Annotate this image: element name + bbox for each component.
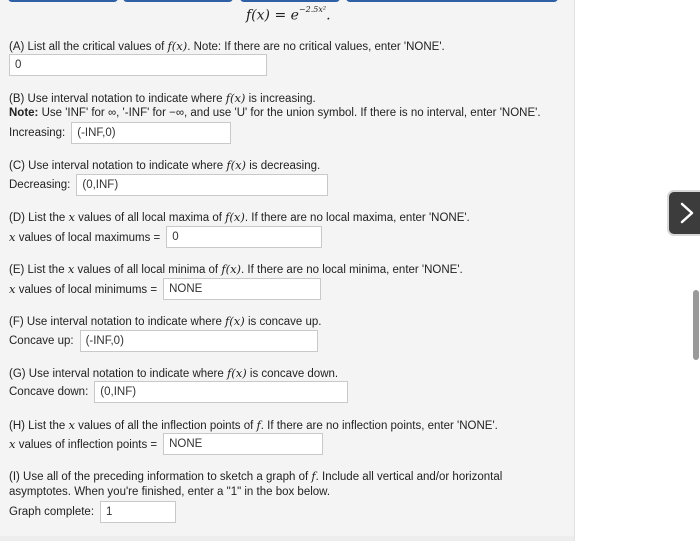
function-formula — [246, 7, 331, 24]
question-e-text: (E) List the x values of all local minima of f(x). If there are no local minima, enter 'NONE'. — [9, 262, 463, 276]
bottom-strip — [0, 536, 574, 541]
question-f-row — [9, 330, 318, 352]
local-max-input[interactable] — [166, 226, 322, 248]
inflection-input[interactable] — [163, 433, 323, 455]
graph-complete-input[interactable] — [100, 501, 176, 523]
question-b-row — [9, 122, 231, 144]
local-max-label: x values of local maximums = — [9, 230, 161, 244]
question-c-text: (C) Use interval notation to indicate where f(x) is decreasing. — [9, 158, 321, 172]
top-button-3[interactable] — [240, 0, 340, 2]
decreasing-label: Decreasing: — [9, 179, 71, 191]
concave-up-input[interactable] — [80, 330, 318, 352]
question-a-text: (A) List all the critical values of f(x). Note: If there are no critical values, enter 'NONE'. — [9, 39, 445, 53]
question-f-text: (F) Use interval notation to indicate where f(x) is concave up. — [9, 314, 322, 328]
question-d-row — [9, 226, 322, 248]
local-min-label: x values of local minimums = — [9, 282, 158, 296]
right-margin — [575, 0, 700, 541]
concave-up-label: Concave up: — [9, 335, 74, 347]
question-i-text-line2: asymptotes. When you're finished, enter a "1" in the box below. — [9, 486, 331, 498]
increasing-label: Increasing: — [9, 127, 66, 139]
local-min-input[interactable] — [163, 278, 321, 300]
formula-exponent: −2.5x² — [298, 5, 327, 14]
formula-period: . — [326, 7, 331, 24]
question-b-note: Note: Use 'INF' for ∞, '-INF' for −∞, and use 'U' for the union symbol. If there is no interval, enter 'NONE'. — [9, 107, 541, 119]
question-e-row — [9, 278, 321, 300]
question-c-row — [9, 174, 328, 196]
graph-complete-label: Graph complete: — [9, 506, 95, 518]
concave-down-input[interactable] — [94, 381, 348, 403]
top-button-4[interactable] — [346, 0, 558, 2]
top-button-1[interactable] — [8, 0, 118, 2]
concave-down-label: Concave down: — [9, 386, 89, 398]
critical-values-input[interactable] — [9, 54, 267, 76]
question-a-row — [9, 54, 267, 76]
question-i-row — [9, 501, 176, 523]
question-h-row — [9, 433, 323, 455]
question-d-text: (D) List the x values of all local maxima of f(x). If there are no local maxima, enter 'NONE'. — [9, 210, 470, 224]
top-button-strip — [8, 0, 568, 5]
chevron-right-icon — [678, 201, 696, 225]
scrollbar-thumb[interactable] — [693, 290, 699, 360]
question-i-text-line1: (I) Use all of the preceding information to sketch a graph of f. Include all vertical and/or horizontal — [9, 469, 503, 483]
question-h-text: (H) List the x values of all the inflection points of f. If there are no inflection points, enter 'NONE'. — [9, 418, 498, 432]
top-button-2[interactable] — [123, 0, 233, 2]
question-g-text: (G) Use interval notation to indicate where f(x) is concave down. — [9, 366, 339, 380]
decreasing-input[interactable] — [76, 174, 328, 196]
inflection-label: x values of inflection points = — [9, 437, 158, 451]
formula-lhs: f(x) = e — [246, 7, 299, 24]
next-button[interactable] — [667, 190, 700, 236]
increasing-input[interactable] — [71, 122, 231, 144]
question-b-text: (B) Use interval notation to indicate where f(x) is increasing. — [9, 91, 316, 105]
question-g-row — [9, 381, 348, 403]
